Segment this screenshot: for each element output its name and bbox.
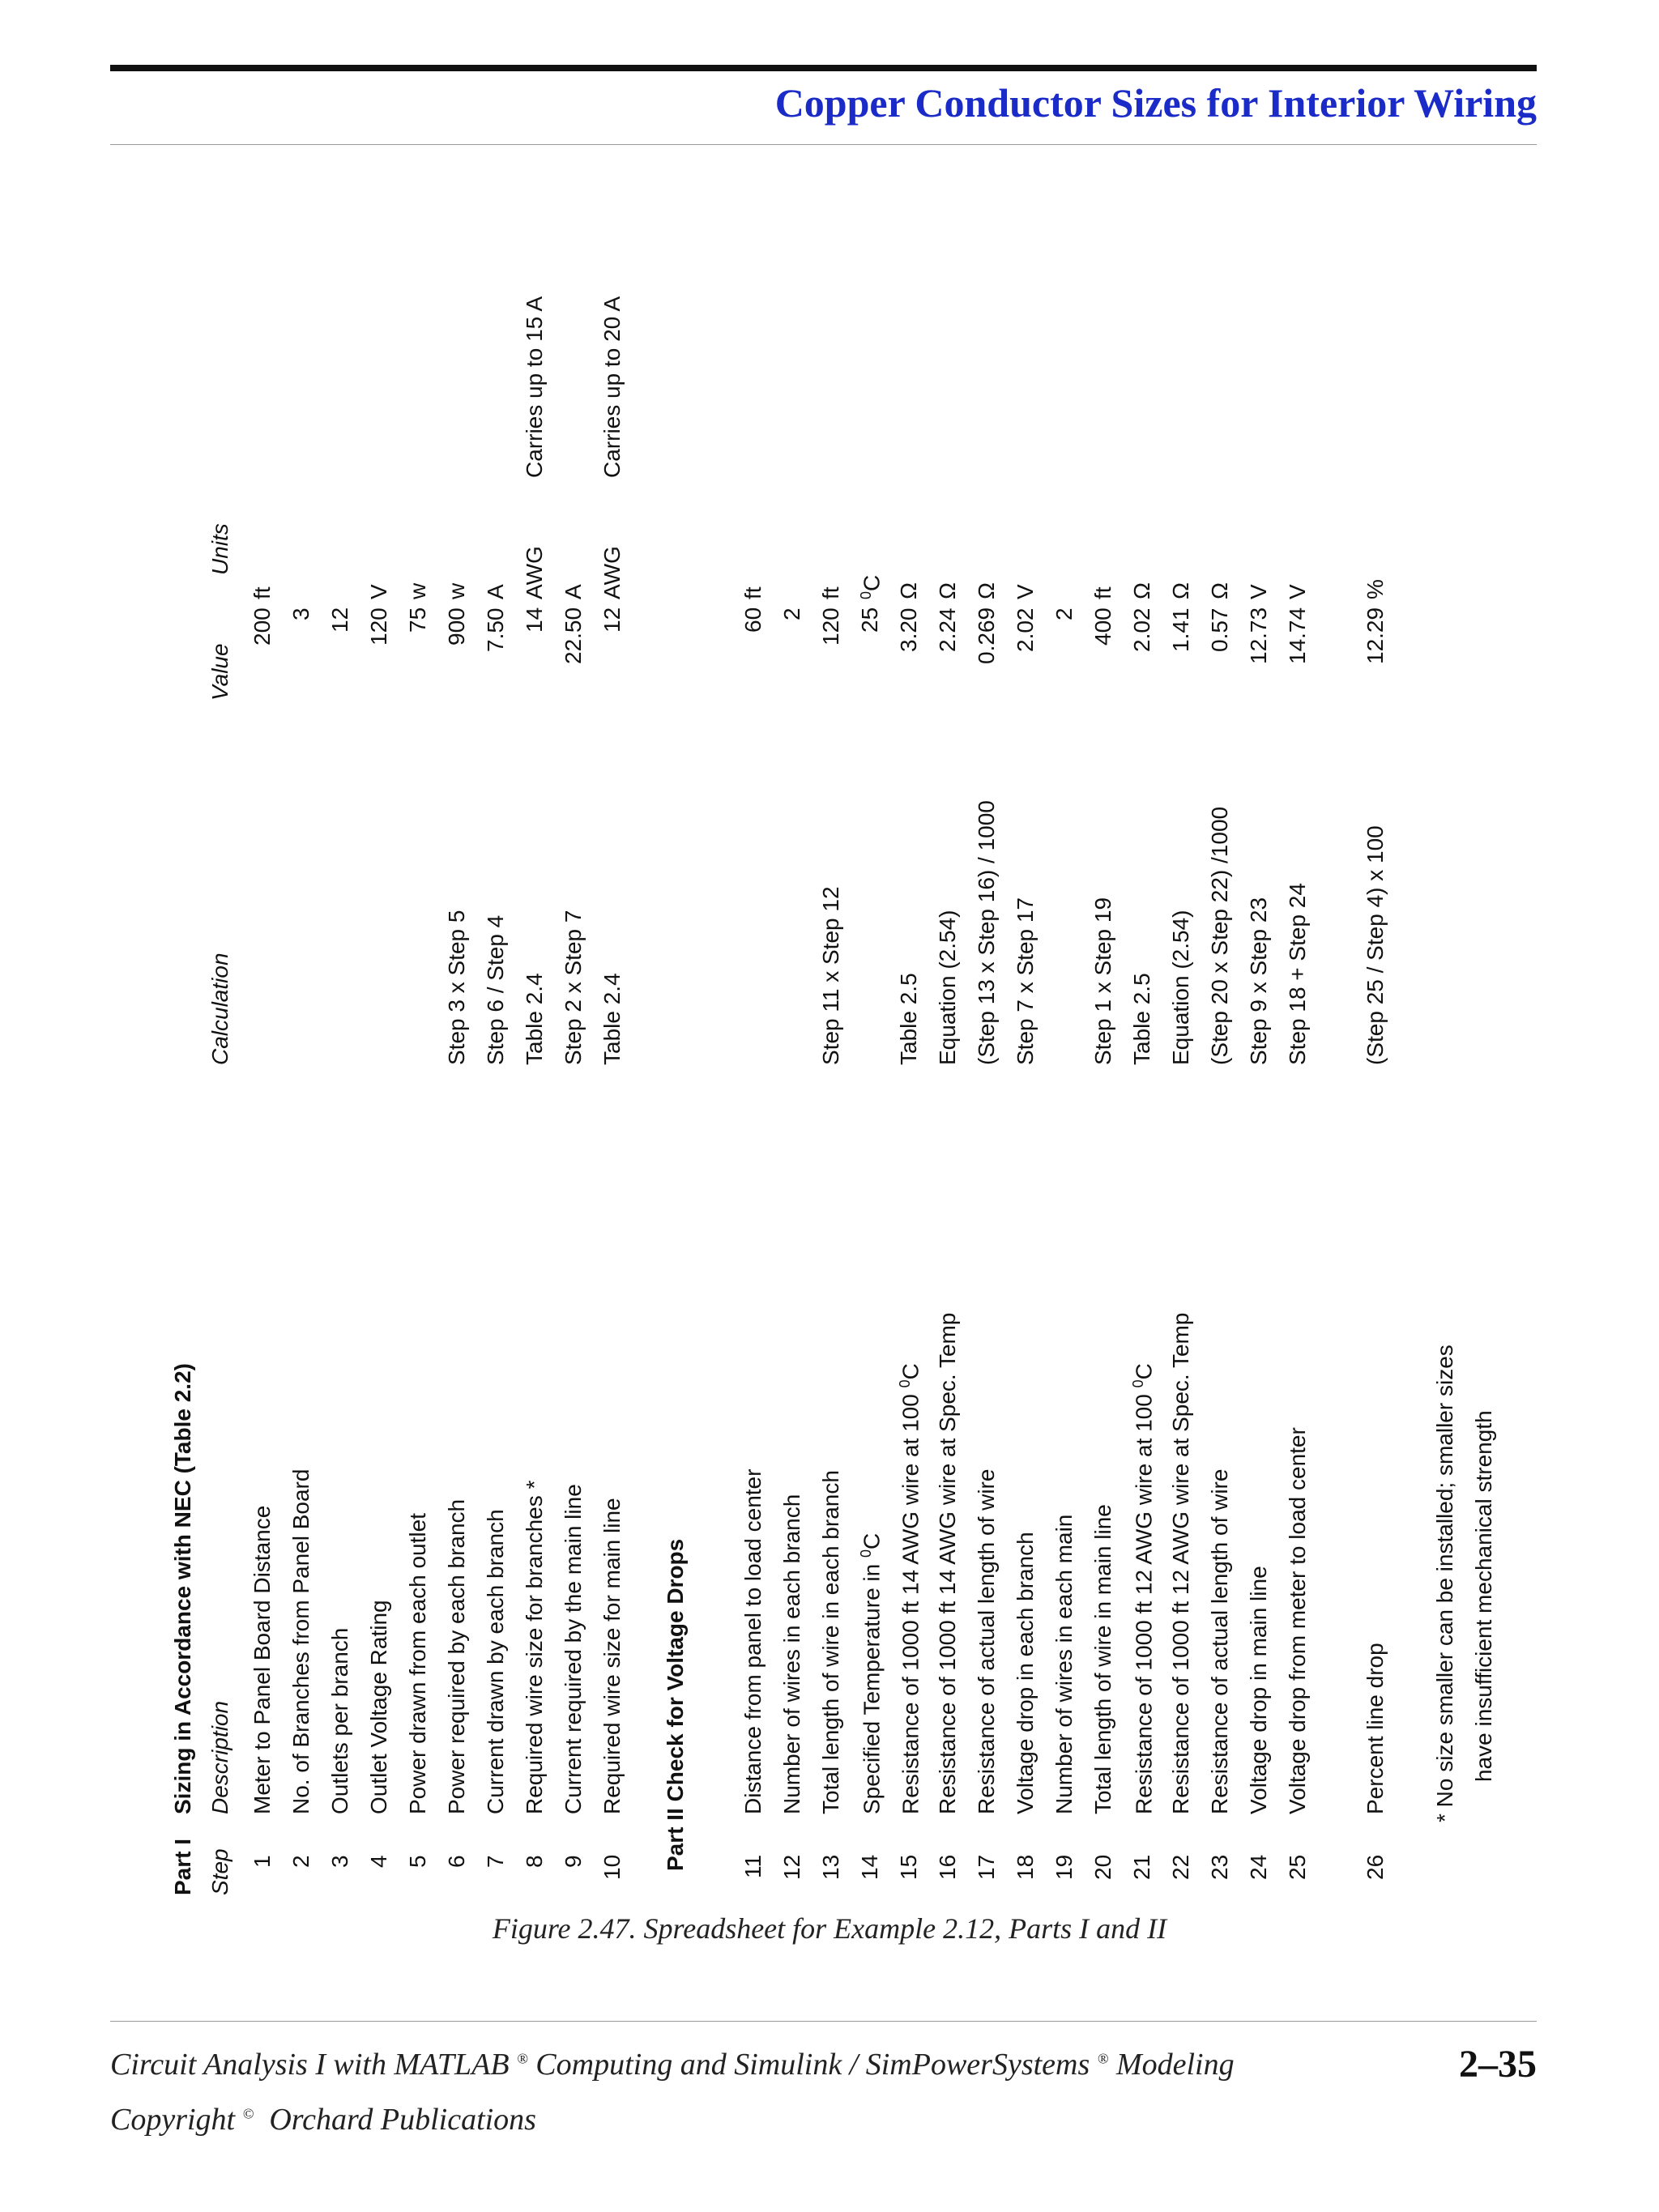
- row-value: 25: [857, 607, 882, 633]
- row-calculation: Table 2.4: [522, 973, 547, 1065]
- row-calculation: Table 2.4: [599, 973, 625, 1065]
- step-number: 12: [779, 1854, 804, 1880]
- row-description: Distance from panel to load center: [740, 1468, 766, 1814]
- row-calculation: Step 1 x Step 19: [1090, 897, 1115, 1065]
- row-description: Percent line drop: [1363, 1643, 1388, 1814]
- col-units-header: Units: [207, 523, 232, 575]
- row-description: No. of Branches from Panel Board: [288, 1468, 313, 1814]
- row-description: Current drawn by each branch: [483, 1509, 508, 1814]
- part2-heading: Part II Check for Voltage Drops: [663, 1538, 688, 1871]
- col-value-header: Value: [207, 643, 232, 701]
- row-value: 3.20: [896, 607, 921, 652]
- row-value: 200: [249, 607, 275, 646]
- row-value: 14.74: [1285, 607, 1310, 664]
- row-description: Outlet Voltage Rating: [366, 1600, 391, 1814]
- row-calculation: Step 3 x Step 5: [444, 910, 469, 1065]
- row-calculation: Step 18 + Step 24: [1285, 883, 1310, 1065]
- footer-rule: [110, 2021, 1537, 2022]
- row-units: V: [1285, 584, 1310, 599]
- footer-book-title: Circuit Analysis I with MATLAB ® Computing and Simulink / SimPowerSystems ® Modeling: [110, 2048, 1235, 2082]
- col-step-header: Step: [207, 1848, 232, 1895]
- row-calculation: (Step 13 x Step 16) / 1000: [974, 800, 999, 1065]
- row-description: Resistance of actual length of wire: [974, 1468, 999, 1814]
- footnote-line2: have insufficient mechanical strength: [1471, 1410, 1496, 1782]
- step-number: 21: [1129, 1854, 1154, 1880]
- row-units: ft: [818, 586, 843, 599]
- step-number: 11: [740, 1854, 766, 1878]
- step-number: 7: [483, 1855, 508, 1868]
- step-number: 22: [1168, 1854, 1193, 1880]
- row-description: Required wire size for main line: [599, 1498, 625, 1814]
- row-units: ft: [1090, 586, 1115, 599]
- row-description: Resistance of 1000 ft 12 AWG wire at Spec. Temp: [1168, 1312, 1193, 1814]
- step-number: 3: [327, 1855, 352, 1868]
- step-number: 24: [1246, 1854, 1271, 1880]
- row-note: Carries up to 20 A: [599, 296, 625, 478]
- row-description: Resistance of actual length of wire: [1207, 1468, 1232, 1814]
- row-calculation: Equation (2.54): [935, 910, 960, 1065]
- row-units: Ω: [974, 582, 999, 599]
- col-description-header: Description: [207, 1700, 232, 1814]
- row-value: 12.73: [1246, 607, 1271, 664]
- row-units: w: [444, 582, 469, 599]
- step-number: 26: [1363, 1854, 1388, 1880]
- row-units: AWG: [522, 546, 547, 599]
- step-number: 20: [1090, 1854, 1115, 1880]
- row-description: Total length of wire in each branch: [818, 1470, 843, 1814]
- row-description: Required wire size for branches *: [522, 1480, 547, 1814]
- row-value: 60: [740, 607, 766, 633]
- row-calculation: Step 2 x Step 7: [561, 910, 586, 1065]
- step-number: 16: [935, 1854, 960, 1880]
- footnote-line1: * No size smaller can be installed; smaller sizes: [1432, 1345, 1457, 1822]
- row-units: Ω: [1207, 582, 1232, 599]
- step-number: 2: [288, 1855, 313, 1868]
- part1-label: Part I: [170, 1838, 195, 1895]
- row-units: AWG: [599, 546, 625, 599]
- row-value: 22.50: [561, 607, 586, 664]
- step-number: 10: [599, 1854, 625, 1880]
- header-title-rule: [110, 144, 1537, 145]
- step-number: 5: [405, 1855, 430, 1868]
- row-calculation: Step 6 / Step 4: [483, 914, 508, 1065]
- row-units: ft: [249, 586, 275, 599]
- step-number: 6: [444, 1855, 469, 1868]
- row-description: Total length of wire in main line: [1090, 1504, 1115, 1814]
- step-number: 19: [1051, 1854, 1077, 1880]
- row-value: 2: [779, 607, 804, 620]
- row-description: Specified Temperature in $^0$C: [858, 1532, 885, 1814]
- row-units: V: [1246, 584, 1271, 599]
- row-calculation: Step 9 x Step 23: [1246, 897, 1271, 1065]
- step-number: 25: [1285, 1854, 1310, 1880]
- step-number: 18: [1013, 1854, 1038, 1880]
- row-units: A: [483, 584, 508, 599]
- row-value: 120: [366, 607, 391, 646]
- row-value: 2.02: [1013, 607, 1038, 652]
- row-calculation: Step 7 x Step 17: [1013, 897, 1038, 1065]
- row-value: 12: [327, 607, 352, 633]
- row-description: Number of wires in each branch: [779, 1494, 804, 1814]
- row-units: V: [1013, 584, 1038, 599]
- row-description: Resistance of 1000 ft 12 AWG wire at 100 $^0$C: [1130, 1363, 1157, 1814]
- row-value: 7.50: [483, 607, 508, 652]
- row-value: 0.57: [1207, 607, 1232, 652]
- row-units: Ω: [935, 582, 960, 599]
- row-calculation: Equation (2.54): [1168, 910, 1193, 1065]
- step-number: 14: [857, 1854, 882, 1880]
- row-description: Resistance of 1000 ft 14 AWG wire at 100 $^0$C: [897, 1363, 923, 1814]
- row-value: 3: [288, 607, 313, 620]
- row-value: 12: [599, 607, 625, 633]
- row-units: Ω: [1168, 582, 1193, 599]
- row-value: 2.24: [935, 607, 960, 652]
- row-value: 75: [405, 607, 430, 633]
- header-top-rule: [110, 65, 1537, 71]
- row-description: Meter to Panel Board Distance: [249, 1505, 275, 1814]
- row-calculation: Table 2.5: [1129, 973, 1154, 1065]
- col-calculation-header: Calculation: [207, 953, 232, 1065]
- row-value: 2.02: [1129, 607, 1154, 652]
- row-description: Power drawn from each outlet: [405, 1513, 430, 1814]
- row-calculation: (Step 20 x Step 22) /1000: [1207, 806, 1232, 1065]
- part1-heading: Sizing in Accordance with NEC (Table 2.2): [170, 1363, 195, 1814]
- row-calculation: (Step 25 / Step 4) x 100: [1363, 825, 1388, 1065]
- row-description: Voltage drop in each branch: [1013, 1532, 1038, 1814]
- row-value: 900: [444, 607, 469, 646]
- row-value: 400: [1090, 607, 1115, 646]
- step-number: 13: [818, 1854, 843, 1880]
- row-description: Voltage drop in main line: [1246, 1566, 1271, 1814]
- row-description: Current required by the main line: [561, 1484, 586, 1814]
- row-description: Resistance of 1000 ft 14 AWG wire at Spec. Temp: [935, 1312, 960, 1814]
- row-description: Number of wires in each main: [1051, 1514, 1077, 1814]
- step-number: 1: [249, 1855, 275, 1868]
- row-units: $^0$C: [858, 574, 885, 599]
- page-number: 2–35: [1459, 2043, 1537, 2086]
- figure-caption: Figure 2.47. Spreadsheet for Example 2.12, Parts I and II: [492, 1912, 1167, 1945]
- row-units: Ω: [1129, 582, 1154, 599]
- row-value: 1.41: [1168, 607, 1193, 652]
- row-value: 14: [522, 607, 547, 633]
- row-units: ft: [740, 586, 766, 599]
- step-number: 8: [522, 1855, 547, 1868]
- step-number: 15: [896, 1854, 921, 1880]
- step-number: 9: [561, 1855, 586, 1868]
- footer-copyright: Copyright © Orchard Publications: [110, 2103, 536, 2137]
- row-value: 120: [818, 607, 843, 646]
- row-note: Carries up to 15 A: [522, 296, 547, 478]
- row-calculation: Step 11 x Step 12: [818, 886, 843, 1065]
- row-value: 0.269: [974, 607, 999, 664]
- row-units: %: [1363, 579, 1388, 599]
- step-number: 17: [974, 1854, 999, 1880]
- page-title: Copper Conductor Sizes for Interior Wiring: [774, 80, 1537, 126]
- row-calculation: Table 2.5: [896, 973, 921, 1065]
- row-description: Voltage drop from meter to load center: [1285, 1427, 1310, 1814]
- row-value: 2: [1051, 607, 1077, 620]
- row-units: Ω: [896, 582, 921, 599]
- row-units: w: [405, 582, 430, 599]
- row-value: 12.29: [1363, 607, 1388, 664]
- row-units: V: [366, 584, 391, 599]
- row-units: A: [561, 584, 586, 599]
- step-number: 23: [1207, 1854, 1232, 1880]
- step-number: 4: [366, 1855, 391, 1868]
- row-description: Power required by each branch: [444, 1498, 469, 1814]
- row-description: Outlets per branch: [327, 1627, 352, 1814]
